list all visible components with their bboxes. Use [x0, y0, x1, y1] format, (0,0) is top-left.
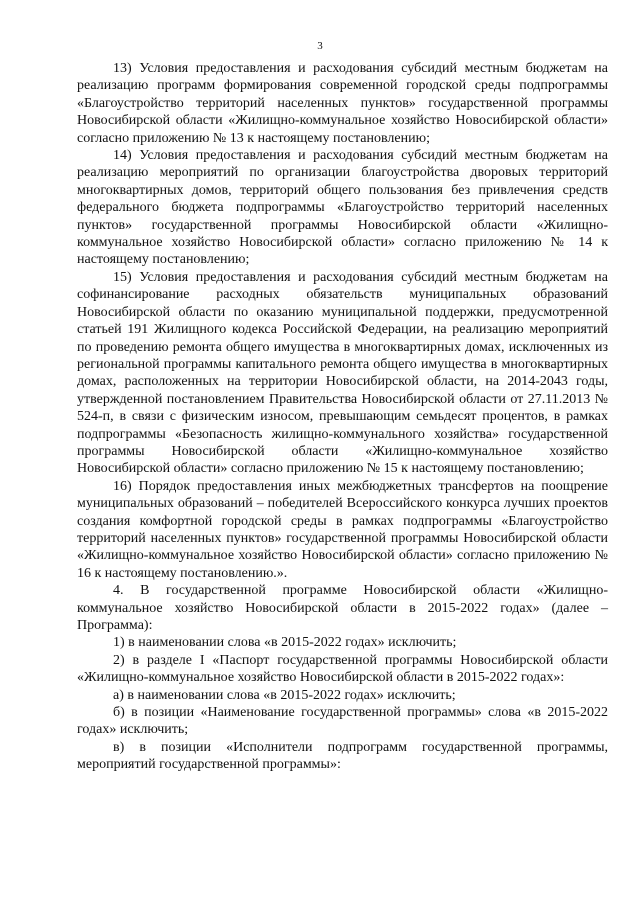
- paragraph-section-4: 4. В государственной программе Новосибирской области «Жилищно-коммунальное хозяйство Новосибирской области в 2015-2022 годах» (далее – Программа):: [77, 583, 608, 633]
- paragraph-subitem-a: а) в наименовании слова «в 2015-2022 годах» исключить;: [113, 687, 456, 703]
- paragraph-subitem-b: б) в позиции «Наименование государственной программы» слова «в 2015-2022 годах» исключить;: [77, 705, 608, 738]
- paragraph-item-13: 13) Условия предоставления и расходования субсидий местным бюджетам на реализацию программ формирования современной городской среды подпрограммы «Благоустройство территорий населенных пунктов» государственной программы Новосибирской области «Жилищно-коммунальное хозяйство Новосибирской области» согласно приложению № 13 к настоящему постановлению;: [77, 61, 608, 146]
- paragraph-item-14: 14) Условия предоставления и расходования субсидий местным бюджетам на реализацию мероприятий по организации благоустройства дворовых территорий многоквартирных домов, территорий общего пользования без привлечения средств федерального бюджета подпрограммы «Благоустройство территорий населенных пунктов» государственной программы Новосибирской области «Жилищно-коммунальное хозяйство Новосибирской области» согласно приложению № 14 к настоящему постановлению;: [77, 148, 608, 268]
- paragraph-subitem-v: в) в позиции «Исполнители подпрограмм государственной программы, мероприятий государственной программы»:: [77, 739, 608, 773]
- page-number: 3: [317, 40, 323, 52]
- paragraph-item-16: 16) Порядок предоставления иных межбюджетных трансфертов на поощрение муниципальных образований – победителей Всероссийского конкурса лучших проектов создания комфортной городской среды в рамках подпрограммы «Благоустройство территорий населенных пунктов» государственной программы Новосибирской области «Жилищно-коммунальное хозяйство Новосибирской области» согласно приложению № 16 к настоящему постановлению.».: [77, 478, 608, 581]
- paragraph-subitem-1: 1) в наименовании слова «в 2015-2022 годах» исключить;: [113, 635, 457, 651]
- paragraph-subitem-2: 2) в разделе I «Паспорт государственной программы Новосибирской области «Жилищно-коммунальное хозяйство Новосибирской области в 2015-2022 годах»:: [77, 652, 608, 686]
- document-body: [77, 60, 608, 774]
- paragraph-item-15: 15) Условия предоставления и расходования субсидий местным бюджетам на софинансирование расходных обязательств муниципальных образований Новосибирской области по оказанию муниципальной поддержки, предусмотренной статьей 191 Жилищного кодекса Российской Федерации, на реализацию мероприятий по проведению ремонта общего имущества в многоквартирных домах, исключенных из региональной программы капитального ремонта общего имущества в многоквартирных домах, расположенных на территории Новосибирской области, на 2014-2043 годы, утвержденной постановлением Правительства Новосибирской области от 27.11.2013 № 524-п, в связи с физическим износом, превышающим семьдесят процентов, в рамках подпрограммы «Безопасность жилищно-коммунального хозяйства» государственной программы Новосибирской области «Жилищно-коммунальное хозяйство Новосибирской области» согласно приложению № 15 к настоящему постановлению;: [77, 269, 608, 477]
